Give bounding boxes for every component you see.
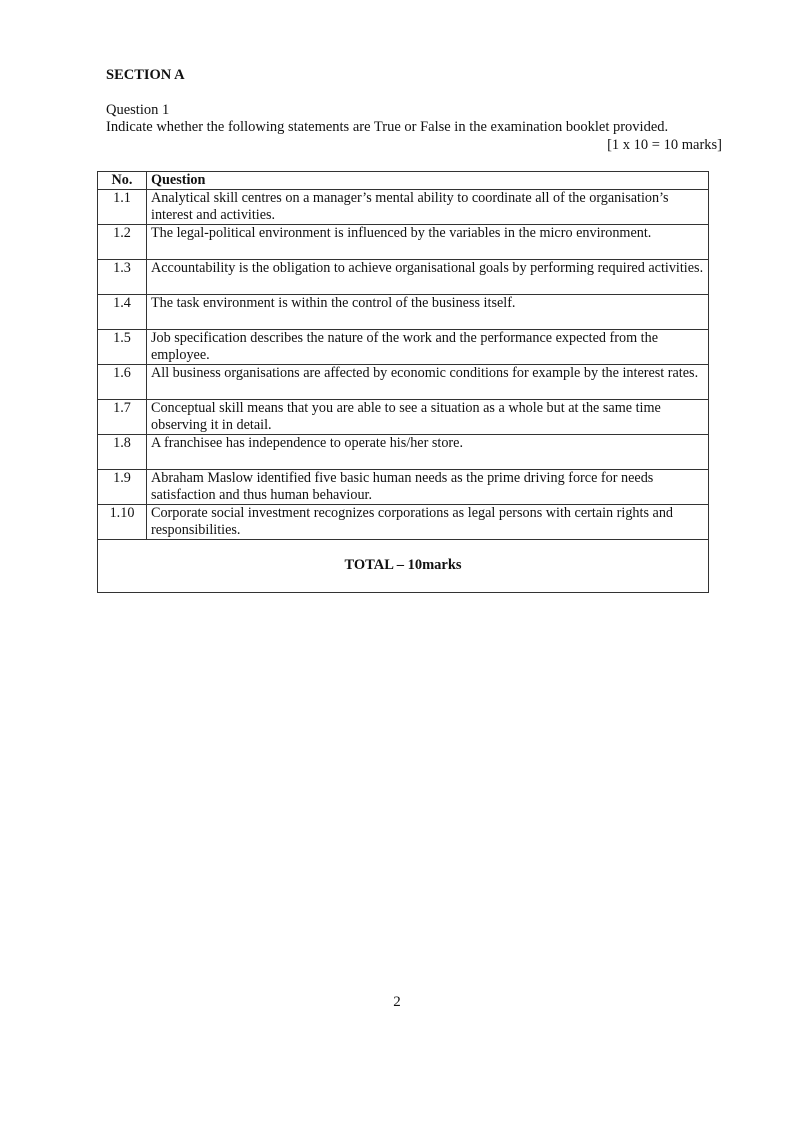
question-text: Job specification describes the nature of the work and the performance expected from the employee. (147, 330, 709, 365)
table-row (98, 365, 709, 400)
question-number: 1.6 (98, 365, 147, 400)
table-row (98, 505, 709, 540)
question-instruction: Indicate whether the following statements are True or False in the examination booklet provided. (106, 119, 669, 135)
question-number: 1.5 (98, 330, 147, 365)
table-row (98, 190, 709, 225)
questions-table (97, 171, 709, 593)
table-row (98, 260, 709, 295)
question-number: 1.8 (98, 435, 147, 470)
question-text: Corporate social investment recognizes corporations as legal persons with certain rights and responsibilities. (147, 505, 709, 540)
total-row (98, 540, 709, 593)
table-row (98, 225, 709, 260)
question-number: 1.1 (98, 190, 147, 225)
total-marks: TOTAL – 10marks (98, 540, 709, 593)
table-row (98, 400, 709, 435)
question-number: 1.4 (98, 295, 147, 330)
question-number: 1.3 (98, 260, 147, 295)
column-header-question: Question (147, 172, 709, 190)
section-title: SECTION A (106, 67, 185, 83)
table-row (98, 470, 709, 505)
question-number: 1.9 (98, 470, 147, 505)
question-text: Accountability is the obligation to achieve organisational goals by performing required activities. (147, 260, 709, 295)
table-row (98, 330, 709, 365)
question-label: Question 1 (106, 102, 170, 118)
page-number: 2 (393, 994, 401, 1010)
question-number: 1.7 (98, 400, 147, 435)
question-text: The legal-political environment is influenced by the variables in the micro environment. (147, 225, 709, 260)
table-row (98, 435, 709, 470)
question-text: A franchisee has independence to operate his/her store. (147, 435, 709, 470)
question-text: The task environment is within the control of the business itself. (147, 295, 709, 330)
table-header-row (98, 172, 709, 190)
table-row (98, 295, 709, 330)
question-number: 1.2 (98, 225, 147, 260)
question-text: Abraham Maslow identified five basic human needs as the prime driving force for needs satisfaction and thus human behaviour. (147, 470, 709, 505)
question-number: 1.10 (98, 505, 147, 540)
marks-allocation: [1 x 10 = 10 marks] (607, 137, 722, 153)
question-text: All business organisations are affected by economic conditions for example by the interest rates. (147, 365, 709, 400)
question-text: Conceptual skill means that you are able to see a situation as a whole but at the same time observing it in detail. (147, 400, 709, 435)
question-text: Analytical skill centres on a manager’s mental ability to coordinate all of the organisation’s interest and activities. (147, 190, 709, 225)
column-header-no: No. (98, 172, 147, 190)
